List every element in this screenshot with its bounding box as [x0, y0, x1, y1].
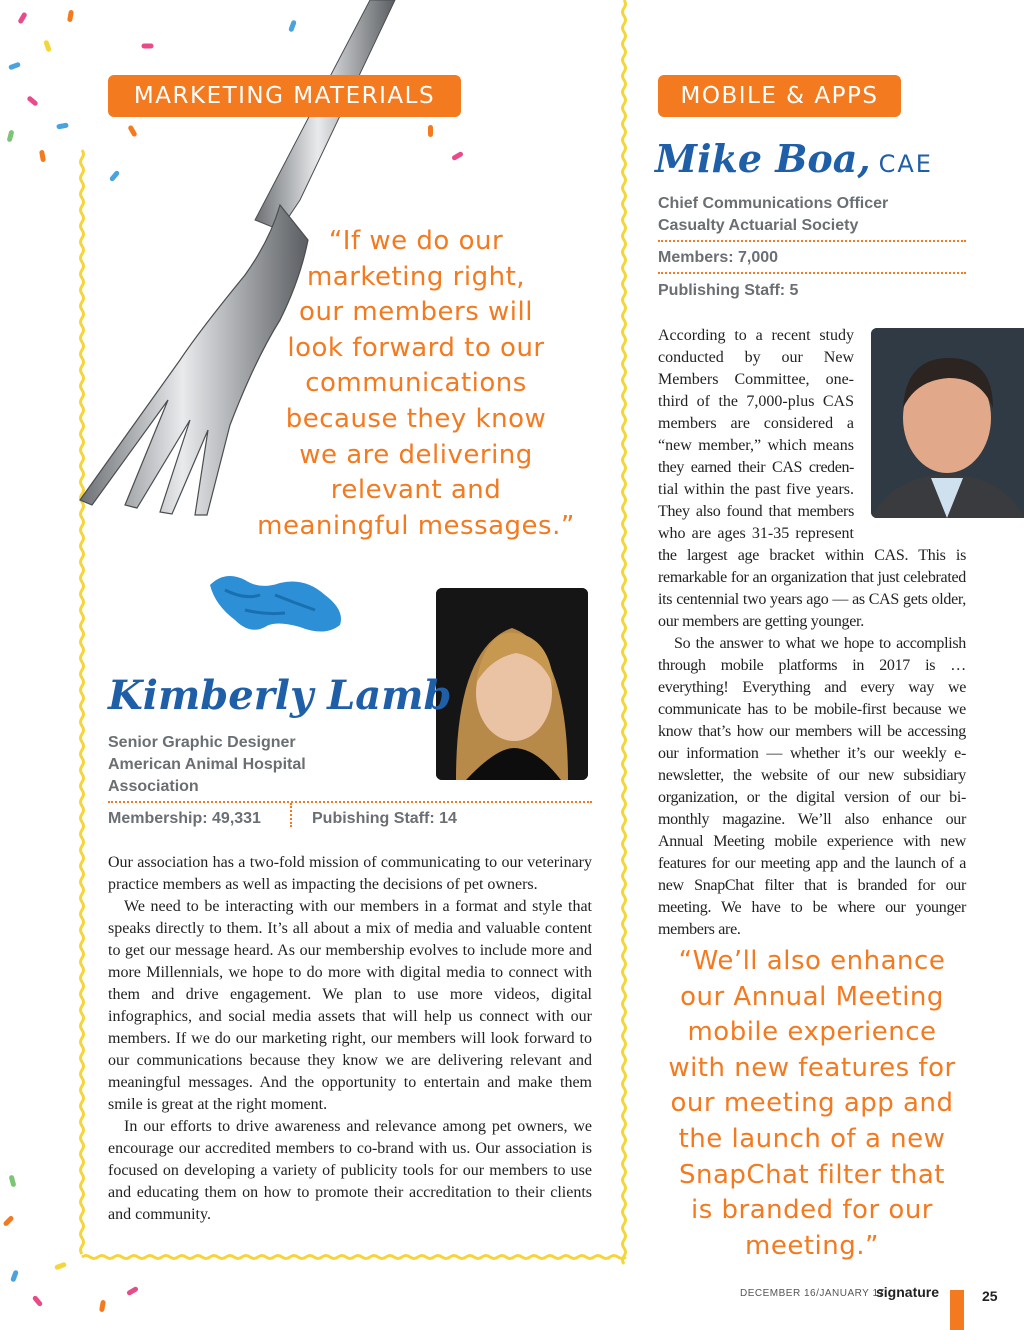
quote-line: our members will — [299, 297, 533, 328]
issue-date: DECEMBER 16/JANUARY 17 — [740, 1288, 885, 1299]
title-line: Association — [108, 778, 199, 795]
quote-line: “We’ll also enhance — [678, 946, 946, 976]
name-kimberly-lamb: Kimberly Lamb — [108, 672, 452, 719]
text-line: conducted by our New — [658, 349, 854, 366]
name-mike-boa: Mike Boa, — [655, 136, 871, 181]
quote-line: is branded for our — [691, 1195, 933, 1226]
quote-line: look forward to our — [287, 332, 545, 363]
text-line: They also found that members — [658, 503, 854, 520]
title-line: American Animal Hospital — [108, 756, 306, 773]
divider — [108, 801, 592, 803]
quote-line: SnapChat filter that — [679, 1159, 945, 1190]
section-tab-mobile: MOBILE & APPS — [658, 75, 901, 117]
magazine-brand: signature — [876, 1284, 940, 1300]
title-line: Senior Graphic Designer — [108, 734, 296, 751]
publishing-staff-count: Pubishing Staff: 14 — [312, 810, 457, 827]
mike-boa-photo — [871, 328, 1024, 518]
paragraph: We need to be interacting with our members in a format and style that speaks directly to them. It’s all about a mix of media and valuable content to get our message heard. As our membership evolves to include more and more Millennials, we hope to do more with digital media to connect with them and drive engagement. We plan to use more videos, digital infographics, and social media assets that will help us connect with our members. If we do our marketing right, our members will look forward to our communications because they know we are delivering relevant and meaningful messages. And the opportunity to entertain and make them smile is great at the right moment. — [108, 898, 592, 1113]
members-count: Members: 7,000 — [658, 249, 779, 266]
text-line: who are ages 31-35 represent — [658, 525, 854, 542]
publishing-staff-count: Publishing Staff: 5 — [658, 282, 799, 299]
left-article-body — [108, 852, 592, 1226]
page-accent-bar — [950, 1290, 964, 1330]
blue-pasta-decoration — [205, 565, 350, 645]
quote-line: communications — [305, 368, 527, 399]
right-article-body — [658, 545, 966, 941]
kimberly-lamb-photo — [436, 588, 588, 780]
quote-line: with new features for — [668, 1052, 956, 1083]
divider — [658, 240, 966, 242]
text-line: According to a recent study — [658, 327, 854, 344]
quote-line: mobile experience — [687, 1017, 937, 1048]
quote-line: because they know — [285, 403, 547, 434]
title-line: Casualty Actuarial Society — [658, 217, 859, 234]
quote-line: marketing right, — [306, 261, 526, 292]
name-suffix: CAE — [878, 150, 933, 178]
right-article-narrow — [658, 325, 854, 545]
paragraph: So the answer to what we hope to accomplish through mobile platforms in 2017 is … everything! Everything and every way we communicate has to be mobile-first because we know that’s how our members will be accessing our information — whether it’s our weekly e-newsletter, the website of our new subsidiary organization, or the digital version of our bi-monthly magazine. We’ll also enhance our Annual Meeting mobile experience with new features for our meeting app and the launch of a new SnapChat filter that is branded for our meeting. We have to be where our younger members are. — [658, 635, 966, 938]
mike-title — [658, 193, 978, 237]
quote-line: meaningful messages.” — [257, 510, 575, 541]
text-line: Members Committee, one- — [658, 371, 854, 388]
stat-divider — [290, 803, 292, 827]
quote-line: the launch of a new — [678, 1123, 946, 1154]
page-number: 25 — [982, 1288, 998, 1304]
text-line: third of the 7,000-plus CAS — [658, 393, 854, 410]
paragraph: the largest age bracket within CAS. This is remarkable for an organization that just celebrated its centennial two years ago — as CAS gets older, our members are getting younger. — [658, 547, 966, 630]
paragraph: In our efforts to drive awareness and relevance among pet owners, we encourage our accredited members to co-brand with us. Our association is focused on developing a variety of publicity tools for our members to use and educating them on how to promote their accreditation to their clients and community. — [108, 1118, 592, 1223]
quote-line: “If we do our — [328, 226, 504, 256]
paragraph: Our association has a two-fold mission of communicating to our veterinary practice members as well as impacting the decisions of pet owners. — [108, 854, 592, 893]
quote-line: our meeting app and — [670, 1088, 954, 1119]
quote-line: relevant and — [330, 475, 502, 506]
kimberly-title — [108, 732, 408, 798]
quote-line: our Annual Meeting — [680, 981, 944, 1012]
quote-line: meeting.” — [745, 1230, 879, 1261]
pull-quote-left — [240, 224, 592, 544]
title-line: Chief Communications Officer — [658, 195, 889, 212]
quote-line: we are delivering — [299, 439, 533, 470]
divider — [658, 272, 966, 274]
section-tab-marketing: MARKETING MATERIALS — [108, 75, 461, 117]
pull-quote-right — [655, 944, 969, 1264]
text-line: members are considered a — [658, 415, 854, 432]
mike-boa-name-block — [655, 136, 933, 181]
text-line: “new member,” which means — [658, 437, 854, 454]
text-line: they earned their CAS creden- — [658, 459, 854, 476]
text-line: tial within the past five years. — [658, 481, 854, 498]
membership-count: Membership: 49,331 — [108, 810, 261, 827]
